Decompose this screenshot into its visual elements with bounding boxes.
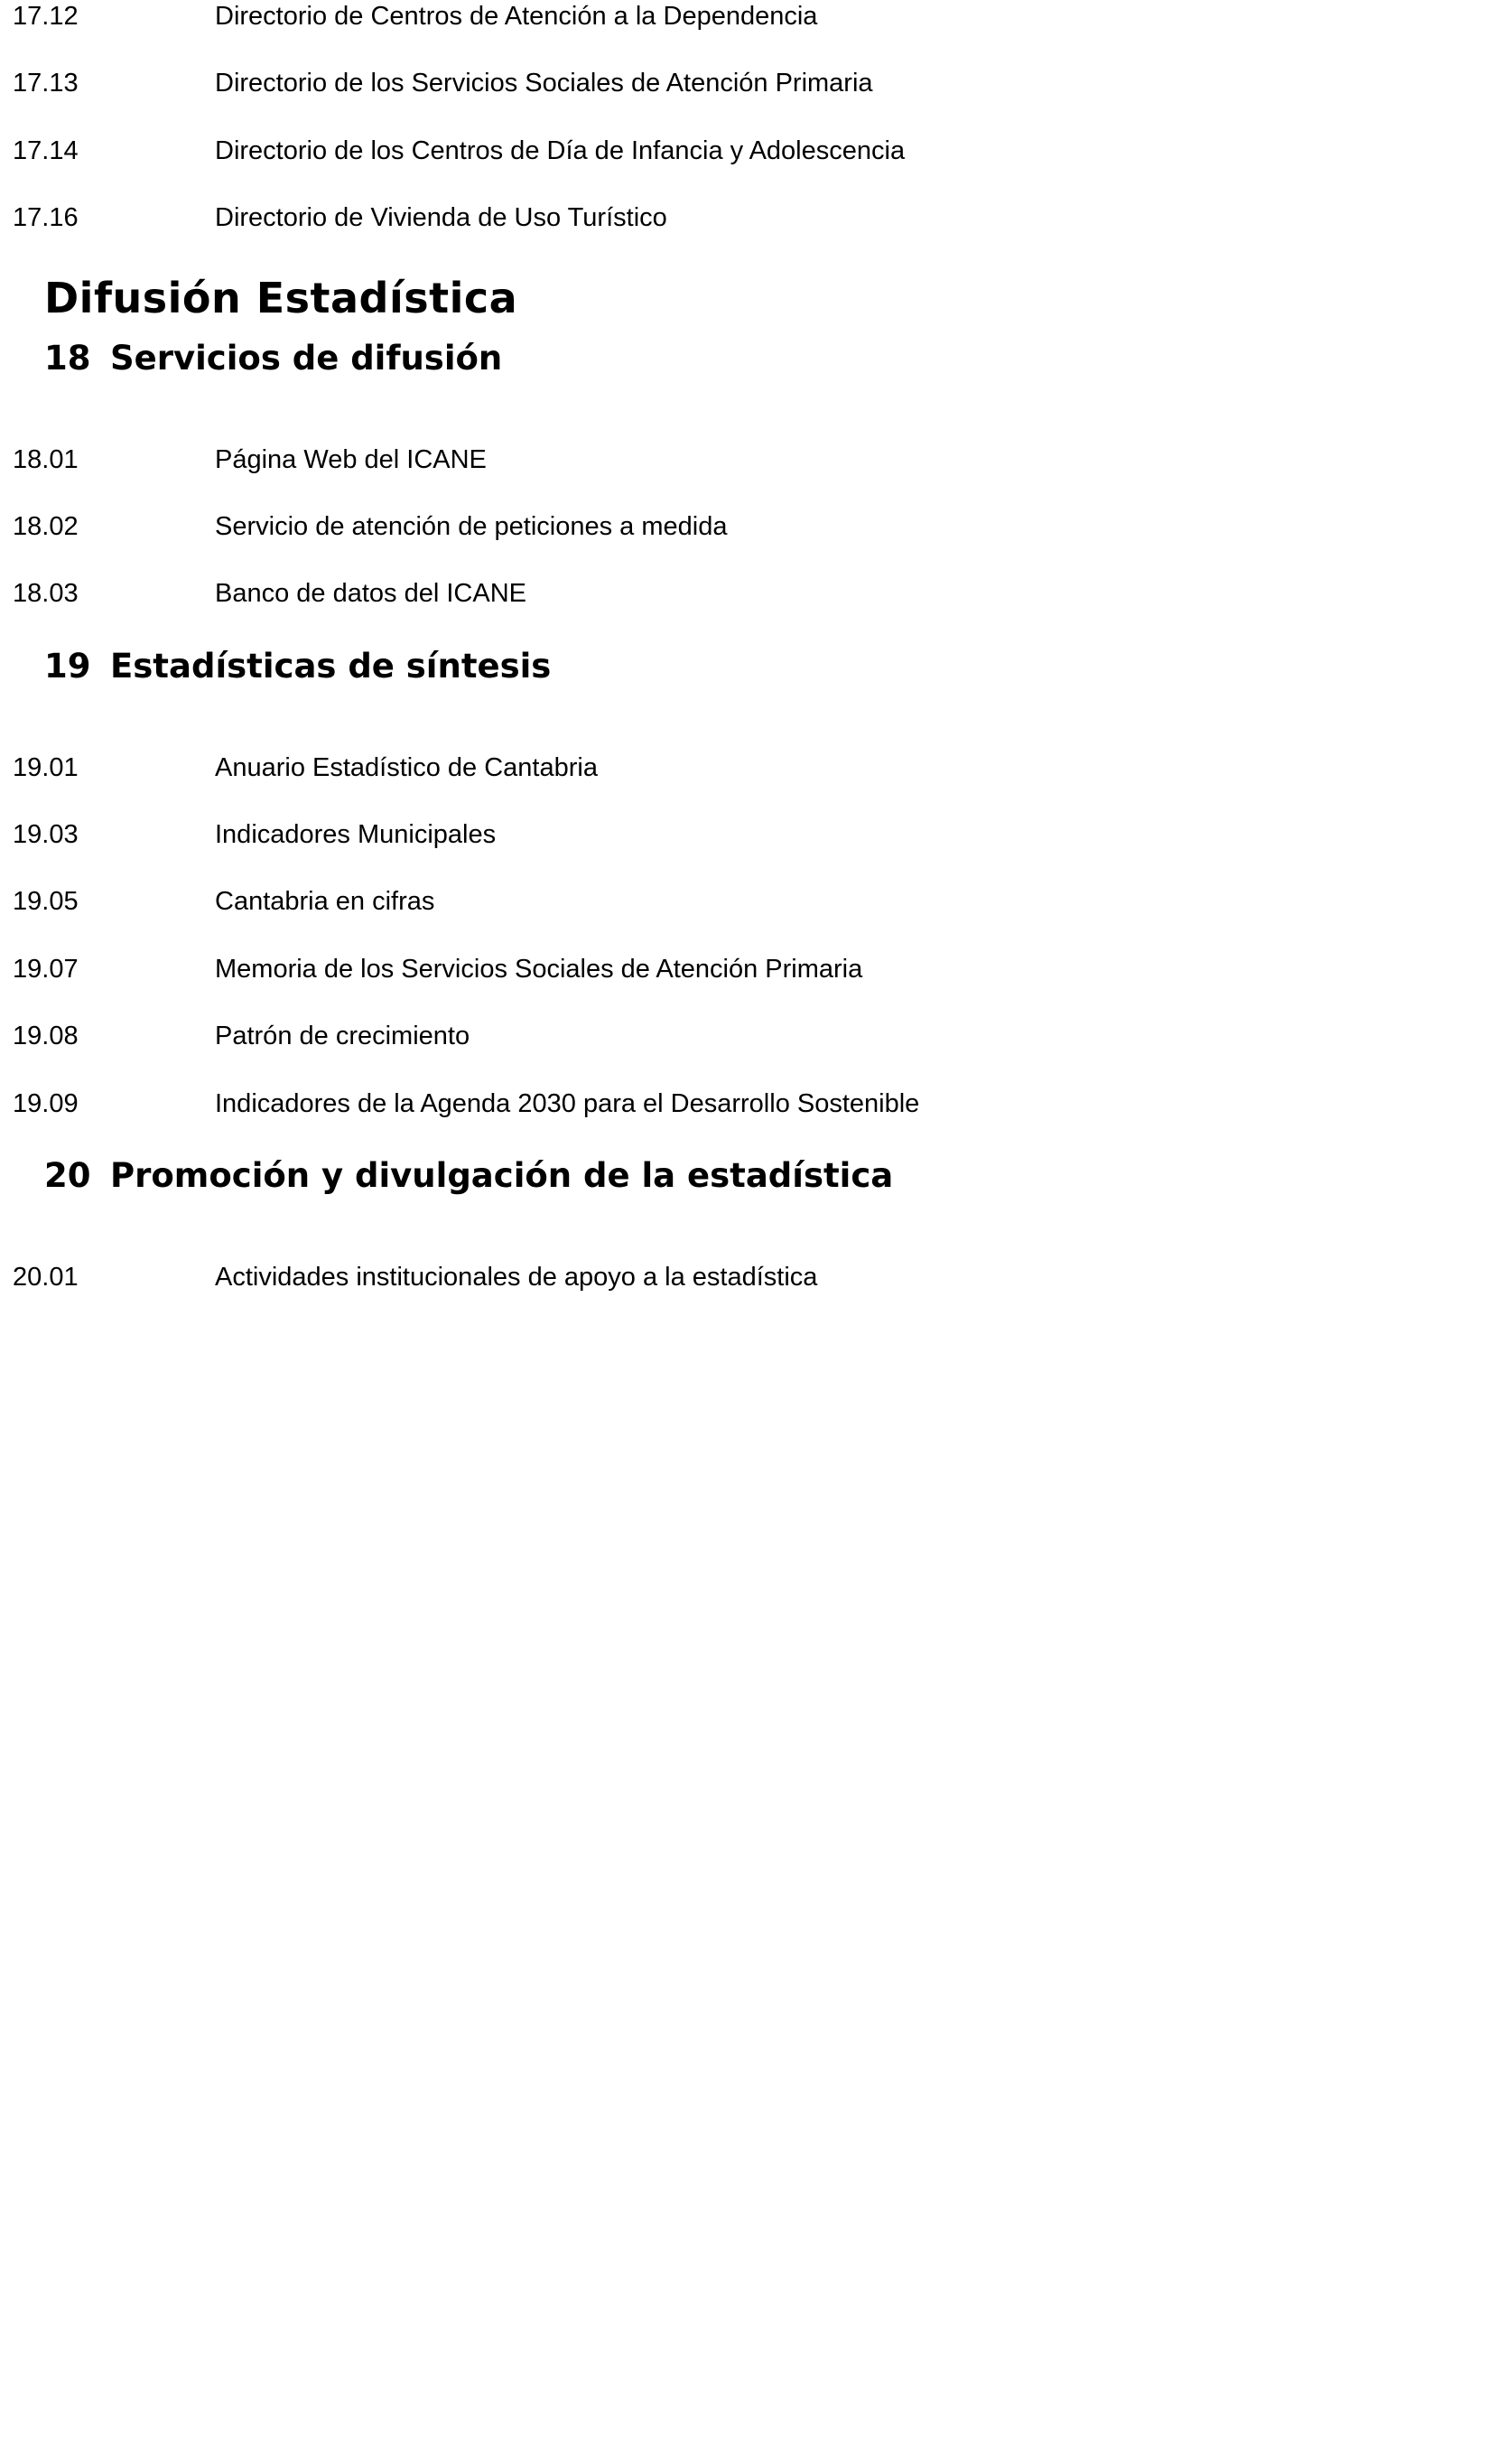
section-number: 18 <box>44 339 91 378</box>
section-heading <box>44 1155 893 1200</box>
list-item <box>0 201 1507 241</box>
section-title: Promoción y divulgación de la estadística <box>110 1156 894 1195</box>
item-title: Cantabria en cifras <box>215 887 435 916</box>
item-code: 19.07 <box>13 955 79 984</box>
item-code: 18.03 <box>13 579 79 608</box>
list-item <box>0 1020 1507 1059</box>
item-title: Servicio de atención de peticiones a medida <box>215 512 728 541</box>
item-code: 19.01 <box>13 753 79 782</box>
item-title: Directorio de Vivienda de Uso Turístico <box>215 203 667 232</box>
item-code: 19.08 <box>13 1022 79 1050</box>
item-title: Indicadores de la Agenda 2030 para el Desarrollo Sostenible <box>215 1089 920 1118</box>
list-item <box>0 751 1507 791</box>
item-code: 17.12 <box>13 2 79 31</box>
item-code: 19.09 <box>13 1089 79 1118</box>
block-title: Difusión Estadística <box>44 274 518 322</box>
item-code: 19.03 <box>13 820 79 849</box>
section-title: Servicios de difusión <box>110 339 503 378</box>
list-item <box>0 0 1507 40</box>
item-code: 17.13 <box>13 69 79 98</box>
list-item <box>0 510 1507 550</box>
item-code: 18.01 <box>13 445 79 474</box>
list-item <box>0 577 1507 617</box>
item-title: Patrón de crecimiento <box>215 1022 470 1050</box>
item-title: Memoria de los Servicios Sociales de Atención Primaria <box>215 955 863 984</box>
item-title: Página Web del ICANE <box>215 445 487 474</box>
item-title: Directorio de los Servicios Sociales de Atención Primaria <box>215 69 873 98</box>
item-code: 17.14 <box>13 136 79 165</box>
item-title: Indicadores Municipales <box>215 820 497 849</box>
section-number: 20 <box>44 1156 91 1195</box>
list-item <box>0 135 1507 174</box>
list-item <box>0 885 1507 925</box>
list-item <box>0 818 1507 858</box>
item-title: Directorio de Centros de Atención a la Dependencia <box>215 2 818 31</box>
list-item <box>0 1261 1507 1301</box>
list-item <box>0 443 1507 483</box>
item-title: Actividades institucionales de apoyo a la estadística <box>215 1263 818 1292</box>
section-title: Estadísticas de síntesis <box>110 647 552 686</box>
item-code: 19.05 <box>13 887 79 916</box>
section-heading <box>44 646 551 691</box>
section-heading <box>44 338 502 383</box>
item-title: Directorio de los Centros de Día de Infancia y Adolescencia <box>215 136 906 165</box>
list-item <box>0 67 1507 107</box>
item-title: Banco de datos del ICANE <box>215 579 526 608</box>
item-code: 17.16 <box>13 203 79 232</box>
item-code: 20.01 <box>13 1263 79 1292</box>
list-item <box>0 1087 1507 1127</box>
section-number: 19 <box>44 647 91 686</box>
list-item <box>0 953 1507 993</box>
item-title: Anuario Estadístico de Cantabria <box>215 753 598 782</box>
item-code: 18.02 <box>13 512 79 541</box>
